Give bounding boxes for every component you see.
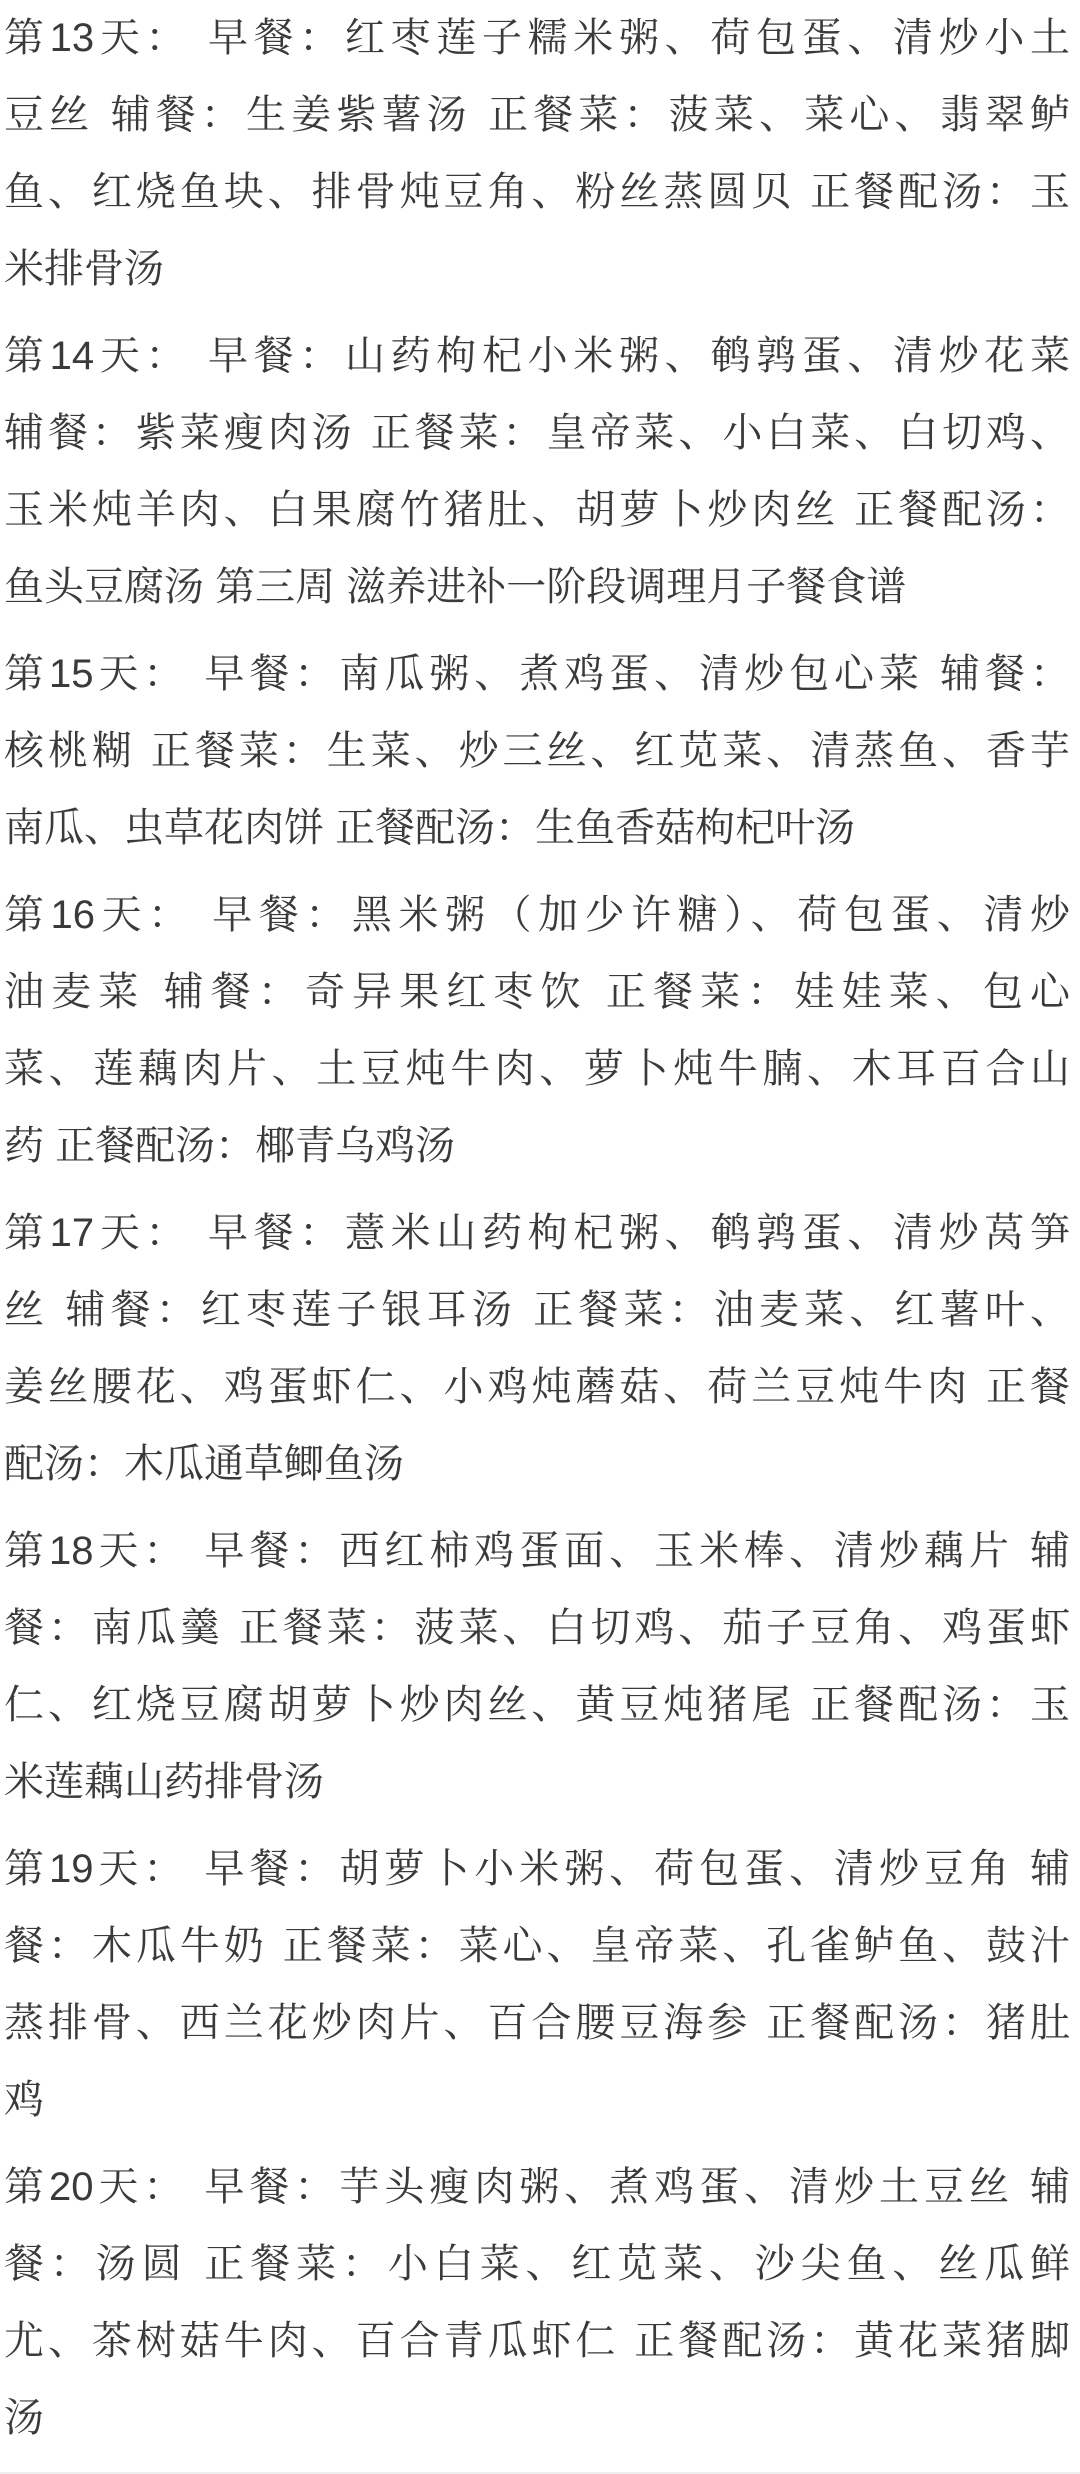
text-line: 仁、红烧豆腐胡萝卜炒肉丝、黄豆炖猪尾 正餐配汤：玉 (4, 1683, 1070, 1727)
text-line: 蒸排骨、西兰花炒肉片、百合腰豆海参 正餐配汤：猪肚 (4, 2001, 1070, 2045)
meal-plan-paragraph-day-15 (4, 636, 1070, 867)
meal-plan-paragraph-day-14 (4, 318, 1070, 626)
meal-plan-paragraph-day-18 (4, 1513, 1070, 1821)
text-line: 餐：南瓜羹 正餐菜：菠菜、白切鸡、茄子豆角、鸡蛋虾 (4, 1606, 1070, 1650)
text-line: 第18天： 早餐：西红柿鸡蛋面、玉米棒、清炒藕片 辅 (4, 1529, 1070, 1573)
text-line: 第17天： 早餐：薏米山药枸杞粥、鹌鹑蛋、清炒莴笋 (4, 1211, 1070, 1255)
text-line: 豆丝 辅餐：生姜紫薯汤 正餐菜：菠菜、菜心、翡翠鲈 (4, 93, 1070, 137)
text-line: 餐：汤圆 正餐菜：小白菜、红苋菜、沙尖鱼、丝瓜鲜 (4, 2242, 1070, 2286)
text-line: 第15天： 早餐：南瓜粥、煮鸡蛋、清炒包心菜 辅餐： (4, 652, 1070, 696)
text-line: 第19天： 早餐：胡萝卜小米粥、荷包蛋、清炒豆角 辅 (4, 1847, 1070, 1891)
text-line: 鱼头豆腐汤 第三周 滋养进补一阶段调理月子餐食谱 (4, 565, 907, 609)
text-line: 核桃糊 正餐菜：生菜、炒三丝、红苋菜、清蒸鱼、香芋 (4, 729, 1070, 773)
text-line: 第16天： 早餐：黑米粥（加少许糖）、荷包蛋、清炒 (4, 893, 1070, 937)
meal-plan-paragraph-day-20 (4, 2149, 1070, 2457)
text-line: 姜丝腰花、鸡蛋虾仁、小鸡炖蘑菇、荷兰豆炖牛肉 正餐 (4, 1365, 1070, 1409)
text-line: 菜、莲藕肉片、土豆炖牛肉、萝卜炖牛腩、木耳百合山 (4, 1047, 1070, 1091)
text-line: 第14天： 早餐：山药枸杞小米粥、鹌鹑蛋、清炒花菜 (4, 334, 1070, 378)
text-line: 丝 辅餐：红枣莲子银耳汤 正餐菜：油麦菜、红薯叶、 (4, 1288, 1070, 1332)
meal-plan-paragraph-day-19 (4, 1831, 1070, 2139)
text-line: 南瓜、虫草花肉饼 正餐配汤：生鱼香菇枸杞叶汤 (4, 806, 856, 850)
text-line: 尤、茶树菇牛肉、百合青瓜虾仁 正餐配汤：黄花菜猪脚 (4, 2319, 1070, 2363)
text-line: 米排骨汤 (4, 247, 164, 291)
text-line: 汤 (4, 2396, 44, 2440)
meal-plan-paragraph-day-17 (4, 1195, 1070, 1503)
text-line: 油麦菜 辅餐：奇异果红枣饮 正餐菜：娃娃菜、包心 (4, 970, 1070, 1014)
text-line: 第20天： 早餐：芋头瘦肉粥、煮鸡蛋、清炒土豆丝 辅 (4, 2165, 1070, 2209)
text-line: 餐：木瓜牛奶 正餐菜：菜心、皇帝菜、孔雀鲈鱼、鼓汁 (4, 1924, 1070, 1968)
text-line: 药 正餐配汤：椰青乌鸡汤 (4, 1124, 456, 1168)
text-line: 米莲藕山药排骨汤 (4, 1760, 324, 1804)
text-line: 辅餐：紫菜瘦肉汤 正餐菜：皇帝菜、小白菜、白切鸡、 (4, 411, 1070, 455)
text-line: 玉米炖羊肉、白果腐竹猪肚、胡萝卜炒肉丝 正餐配汤： (4, 488, 1070, 532)
text-line: 鸡 (4, 2078, 44, 2122)
text-line: 配汤：木瓜通草鲫鱼汤 (4, 1442, 404, 1486)
text-line: 第13天： 早餐：红枣莲子糯米粥、荷包蛋、清炒小土 (4, 16, 1070, 60)
meal-plan-paragraph-day-13 (4, 0, 1070, 308)
text-line: 鱼、红烧鱼块、排骨炖豆角、粉丝蒸圆贝 正餐配汤：玉 (4, 170, 1070, 214)
meal-plan-paragraph-day-16 (4, 877, 1070, 1185)
